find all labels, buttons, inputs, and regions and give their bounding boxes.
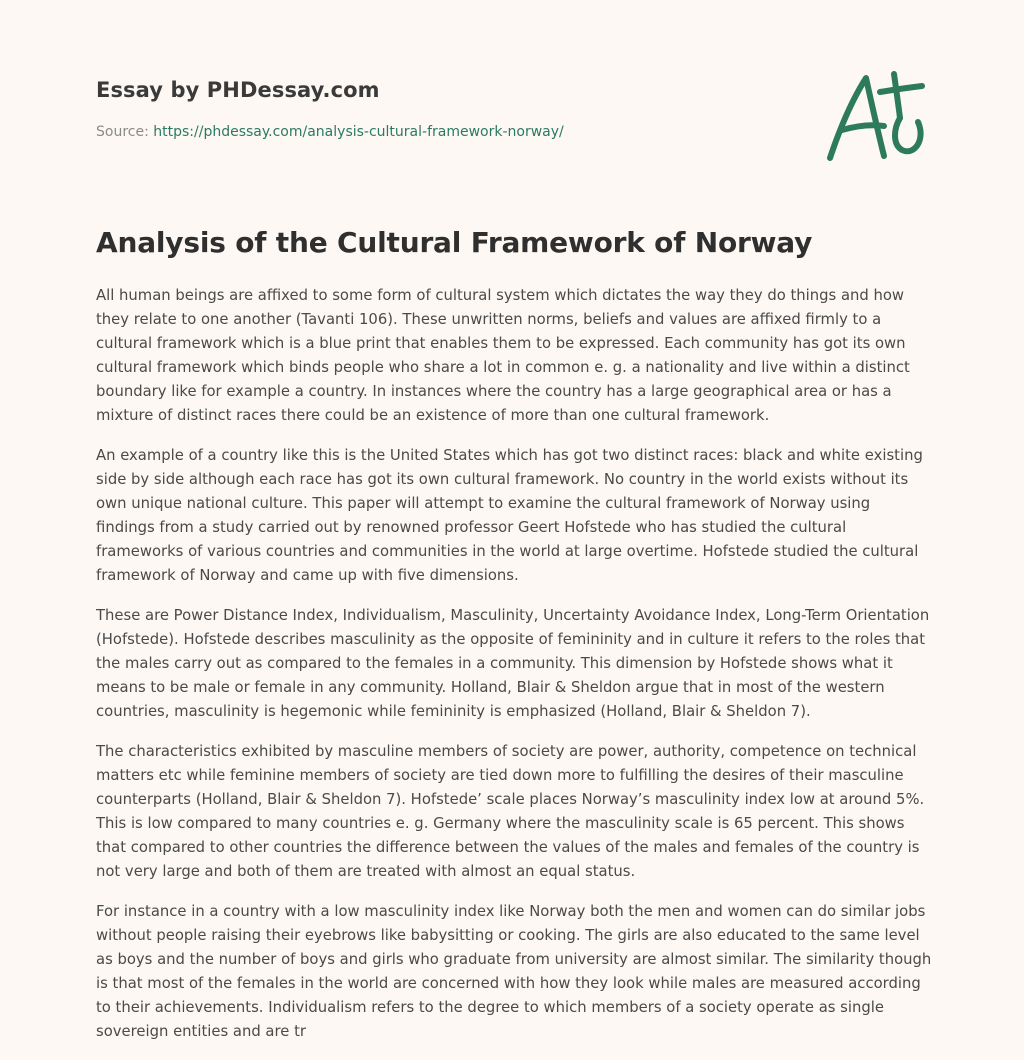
essay-body — [96, 284, 932, 1060]
site-title: Essay by PHDessay.com — [96, 78, 380, 102]
essay-paragraph: All human beings are affixed to some form of cultural system which dictates the way they do things and how they relate to one another (Tavanti 106). These unwritten norms, beliefs and values are affixed firmly to a cultural framework which is a blue print that enables them to be expressed. Each community has got its own cultural framework which binds people who share a lot in common e. g. a nationality and live within a distinct boundary like for example a country. In instances where the country has a large geographical area or has a mixture of distinct races there could be an existence of more than one cultural framework. — [96, 287, 910, 424]
source-link[interactable]: https://phdessay.com/analysis-cultural-framework-norway/ — [153, 124, 564, 140]
source-label: Source: — [96, 124, 149, 140]
essay-title: Analysis of the Cultural Framework of Norway — [96, 226, 813, 259]
essay-paragraph: The characteristics exhibited by masculine members of society are power, authority, competence on technical matters etc while feminine members of society are tied down more to fulfilling the desires of their masculine counterparts (Holland, Blair & Sheldon 7). Hofstede’ scale places Norway’s masculinity index low at around 5%. This is low compared to many countries e. g. Germany where the masculinity scale is 65 percent. This shows that compared to other countries the difference between the values of the males and females of the country is not very large and both of them are treated with almost an equal status. — [96, 743, 925, 880]
essay-paragraph: For instance in a country with a low masculinity index like Norway both the men and women can do similar jobs without people raising their eyebrows like babysitting or cooking. The girls are also educated to the same level as boys and the number of boys and girls who graduate from university are almost similar. The similarity though is that most of the females in the world are concerned with how they look while males are measured according to their achievements. Individualism refers to the degree to which members of a society operate as single sovereign entities and are tr — [96, 903, 932, 1040]
source-line — [96, 124, 564, 140]
essay-paragraph: An example of a country like this is the United States which has got two distinct races: black and white existing side by side although each race has got its own cultural framework. No country in the world exists without its own unique national culture. This paper will attempt to examine the cultural framework of Norway using findings from a study carried out by renowned professor Geert Hofstede who has studied the cultural frameworks of various countries and communities in the world at large overtime. Hofstede studied the cultural framework of Norway and came up with five dimensions. — [96, 447, 923, 584]
a-plus-logo-icon — [818, 66, 930, 166]
essay-paragraph: These are Power Distance Index, Individualism, Masculinity, Uncertainty Avoidance Index, Long-Term Orientation (Hofstede). Hofstede describes masculinity as the opposite of femininity and in culture it refers to the roles that the males carry out as compared to the females in a community. This dimension by Hofstede shows what it means to be male or female in any community. Holland, Blair & Sheldon argue that in most of the western countries, masculinity is hegemonic while femininity is emphasized (Holland, Blair & Sheldon 7). — [96, 607, 930, 720]
